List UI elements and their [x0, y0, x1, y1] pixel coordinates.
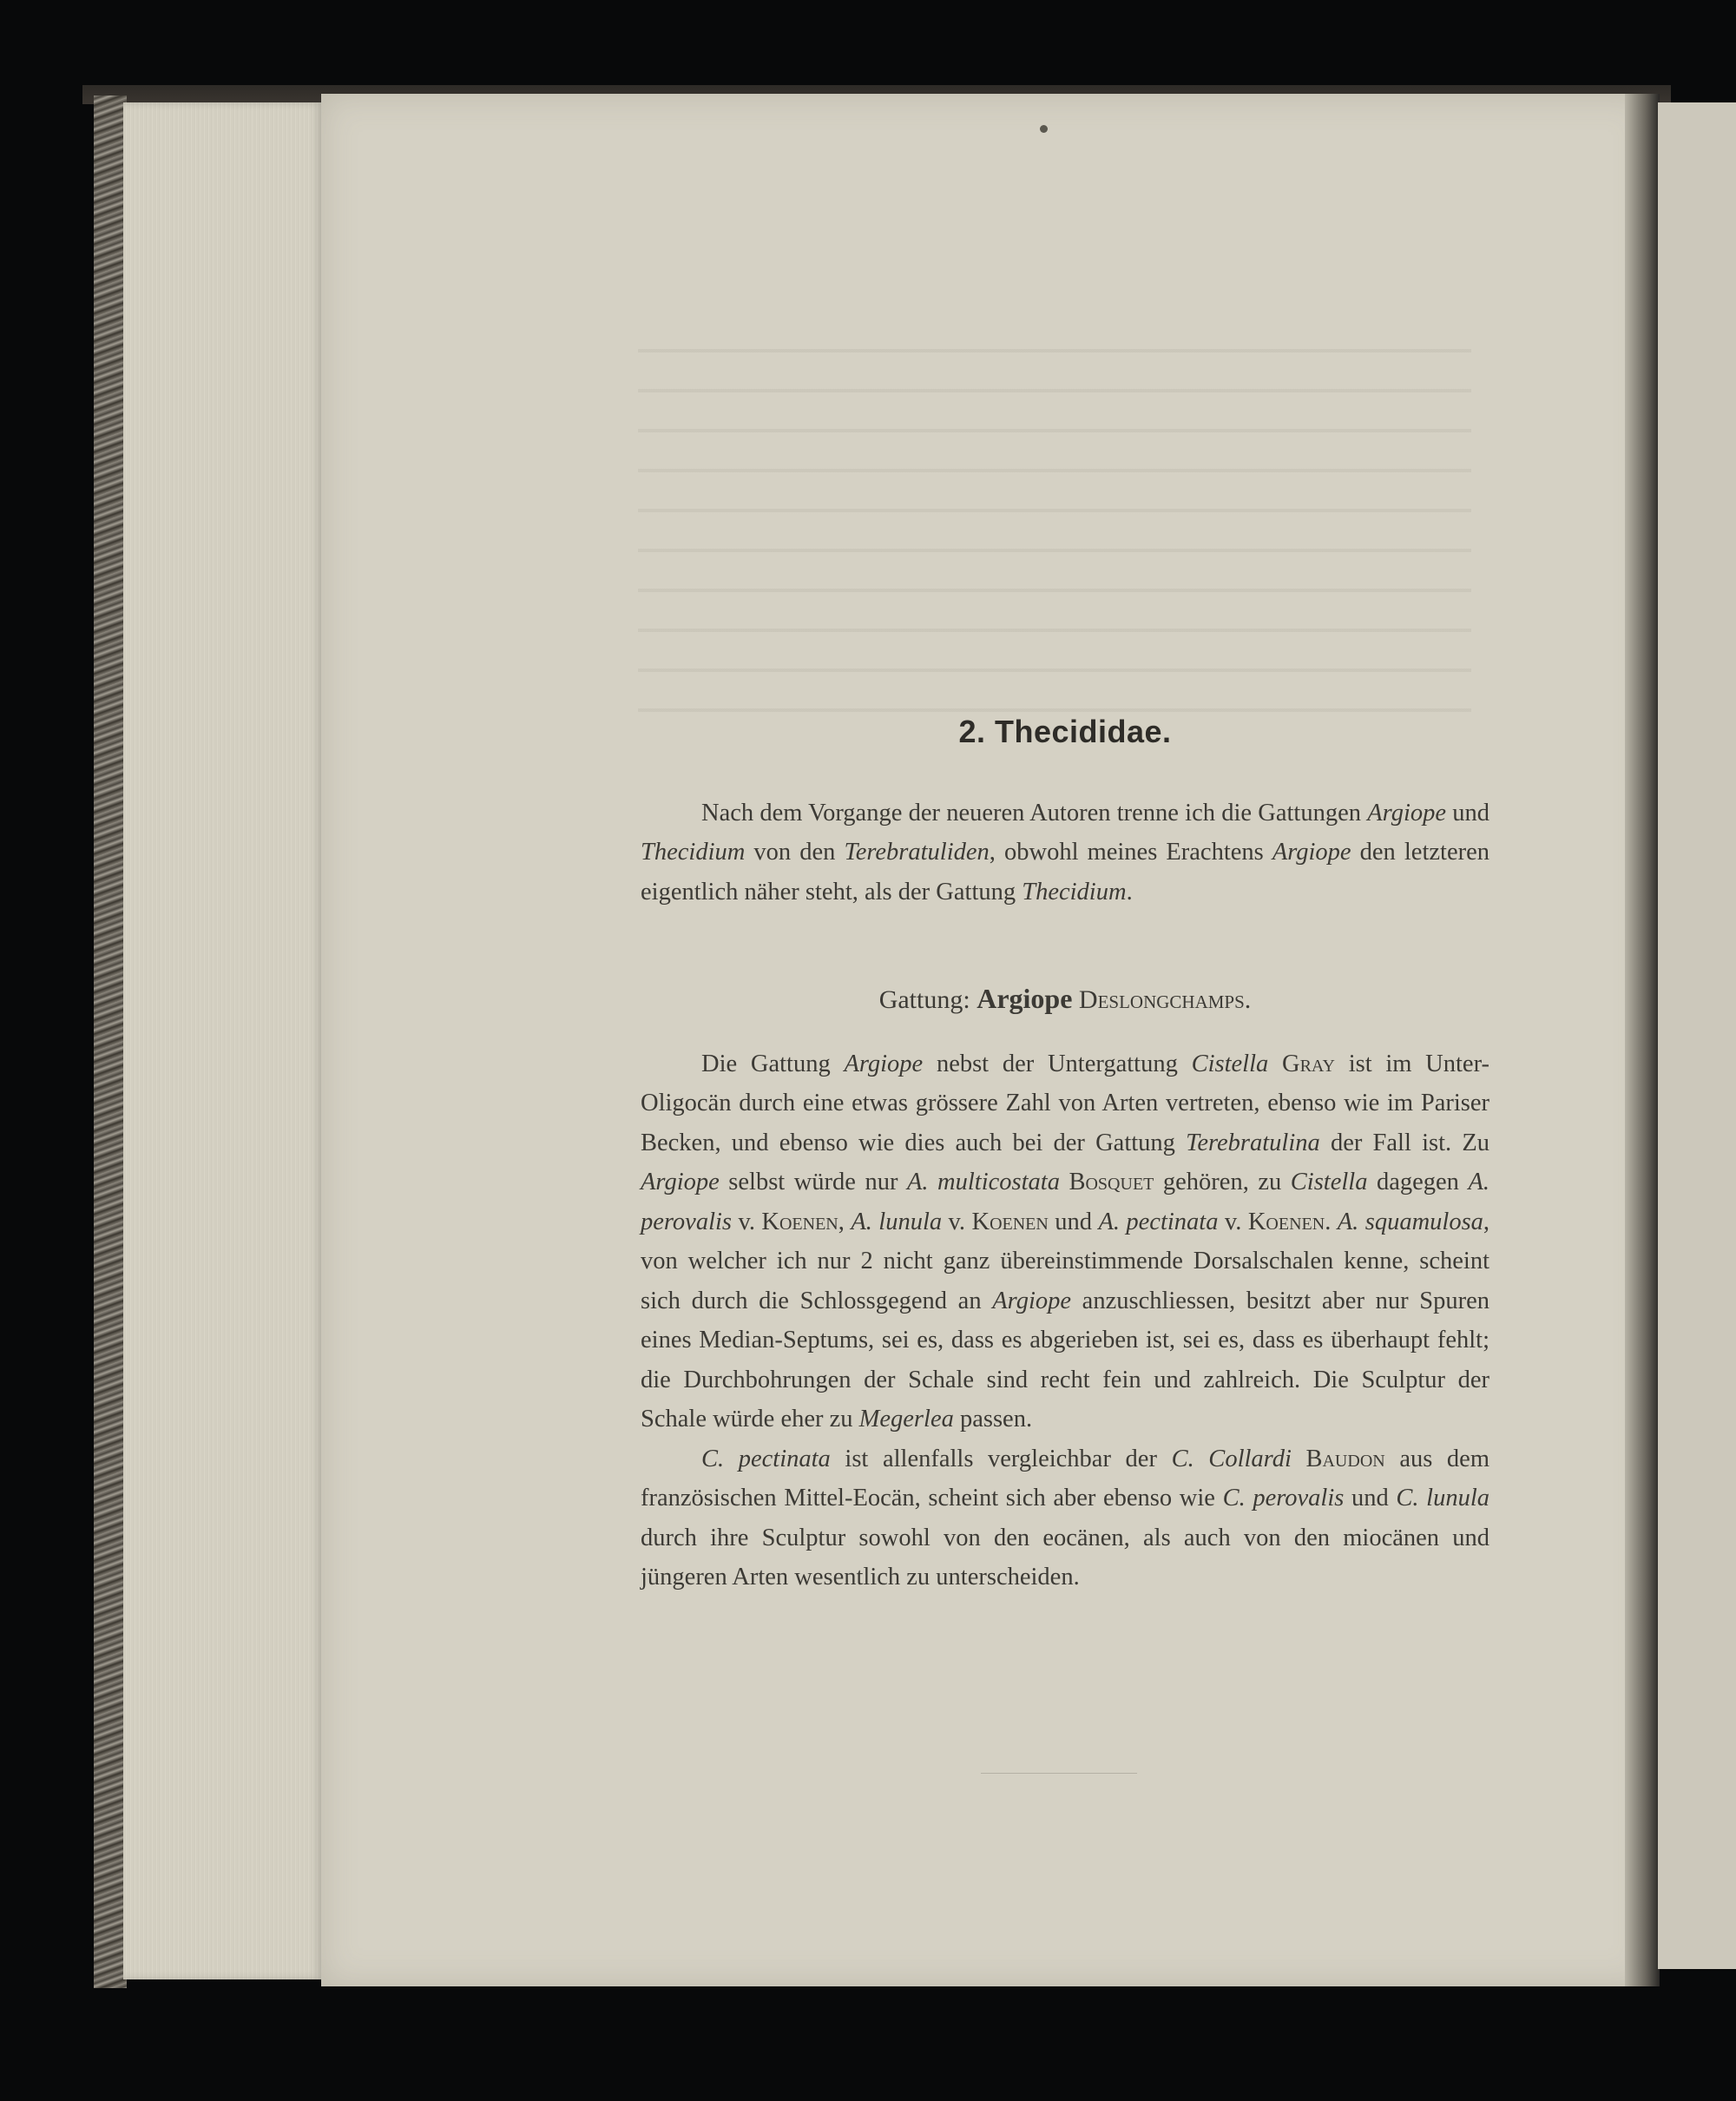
page-edges — [123, 102, 323, 1979]
text-run: aus dem französischen Mittel-Eocän, scheint sich aber ebenso wie — [641, 1445, 1490, 1512]
genus-name: Cistella — [1191, 1050, 1269, 1077]
species-name: C. perovalis — [1222, 1485, 1345, 1512]
show-through-text — [638, 330, 1471, 712]
author-name: Baudon — [1305, 1445, 1385, 1472]
author-name: Bosquet — [1069, 1169, 1154, 1195]
text-run: dagegen — [1367, 1169, 1469, 1195]
genus-name: Argiope — [1272, 839, 1351, 866]
author-name: Koenen — [971, 1208, 1049, 1235]
genus-name: Megerlea — [858, 1406, 954, 1432]
text-run: , von welcher ich nur 2 nicht ganz übereinstimmende Dorsalschalen kenne, scheint sich durch die Schlossgegend an — [641, 1208, 1490, 1314]
text-run: den letzteren eigentlich näher steht, als der Gattung — [641, 839, 1489, 906]
text-run: und — [1048, 1208, 1099, 1235]
text-run: anzuschliessen, besitzt aber nur Spuren eines Median-Septums, sei es, dass es abgerieben ist, sei es, dass es überhaupt fehlt; die Durchbohrungen der Schale sind recht fein und zahlreich. Die Sculptur der Schale würde eher zu — [641, 1287, 1489, 1432]
text-run: v. — [942, 1208, 972, 1235]
species-name: A. lunula — [851, 1208, 943, 1235]
genus-name: Argiope — [1367, 799, 1447, 827]
author-name: Koenen — [1247, 1208, 1325, 1235]
body-paragraph-cistella — [641, 1439, 1489, 1597]
genus-name: Thecidium — [641, 839, 746, 866]
text-run: ist im Unter-Oligocän durch eine etwas grössere Zahl von Arten vertreten, ebenso wie im Pariser Becken, und ebenso wie dies auch bei der Gattung — [641, 1050, 1489, 1156]
text-run: , — [838, 1208, 852, 1235]
faint-rule — [981, 1773, 1137, 1774]
species-name: A. pectinata — [1098, 1208, 1219, 1235]
text-run: . — [1325, 1208, 1338, 1235]
intro-paragraph — [641, 794, 1489, 912]
body-paragraph-argiope — [641, 1044, 1489, 1439]
text-run: durch ihre Sculptur sowohl von den eocänen, als auch von den miocänen und jüngeren Arten wesentlich zu unterscheiden. — [641, 1524, 1489, 1591]
genus-name: Argiope — [844, 1050, 924, 1077]
genus-name: Thecidium — [1022, 878, 1127, 906]
text-run: . — [1126, 878, 1133, 906]
genus-heading-name: Argiope — [976, 983, 1073, 1014]
text-run: selbst würde nur — [719, 1169, 907, 1195]
author-name: Gray — [1281, 1050, 1335, 1077]
text-run: ist allenfalls vergleichbar der — [830, 1445, 1172, 1472]
species-name: C. pectinata — [701, 1445, 831, 1472]
book-gutter — [1625, 94, 1660, 1986]
text-run: , obwohl meines Erachtens — [989, 839, 1272, 866]
text-run: und — [1344, 1485, 1397, 1512]
genus-heading-author: Deslongchamps. — [1078, 985, 1252, 1014]
text-run: Nach dem Vorgange der neueren Autoren trenne ich die Gattungen — [701, 799, 1368, 827]
author-name: Koenen — [761, 1208, 838, 1235]
genus-heading-label: Gattung: — [878, 985, 970, 1014]
species-name: C. Collardi — [1171, 1445, 1292, 1472]
text-run: v. — [1218, 1208, 1248, 1235]
book-cover-spine — [94, 96, 127, 1988]
text-run: v. — [732, 1208, 762, 1235]
genus-name: Terebratulina — [1186, 1129, 1320, 1156]
genus-name: Cistella — [1290, 1169, 1368, 1195]
section-heading: 2. Thecididae. — [958, 714, 1172, 749]
species-name: A. perovalis — [641, 1169, 1489, 1235]
text-run: der Fall ist. Zu — [1319, 1129, 1489, 1156]
text-run: Die Gattung — [701, 1050, 845, 1077]
species-name: C. lunula — [1396, 1485, 1489, 1512]
text-run: gehören, zu — [1154, 1169, 1291, 1195]
genus-heading — [641, 979, 1489, 1020]
genus-name: Argiope — [992, 1287, 1072, 1314]
facing-page-edge — [1658, 102, 1736, 1969]
species-name: A. multicostata — [906, 1169, 1060, 1195]
species-name: A. squamulosa — [1337, 1208, 1483, 1235]
page-text-block — [641, 712, 1489, 1597]
text-run: von den — [745, 839, 845, 866]
page-speck — [1040, 125, 1048, 133]
family-name: Terebratuliden — [844, 839, 990, 866]
text-run: und — [1446, 799, 1490, 827]
text-run: passen. — [953, 1406, 1033, 1432]
genus-name: Argiope — [641, 1169, 720, 1195]
text-run: nebst der Untergattung — [923, 1050, 1192, 1077]
